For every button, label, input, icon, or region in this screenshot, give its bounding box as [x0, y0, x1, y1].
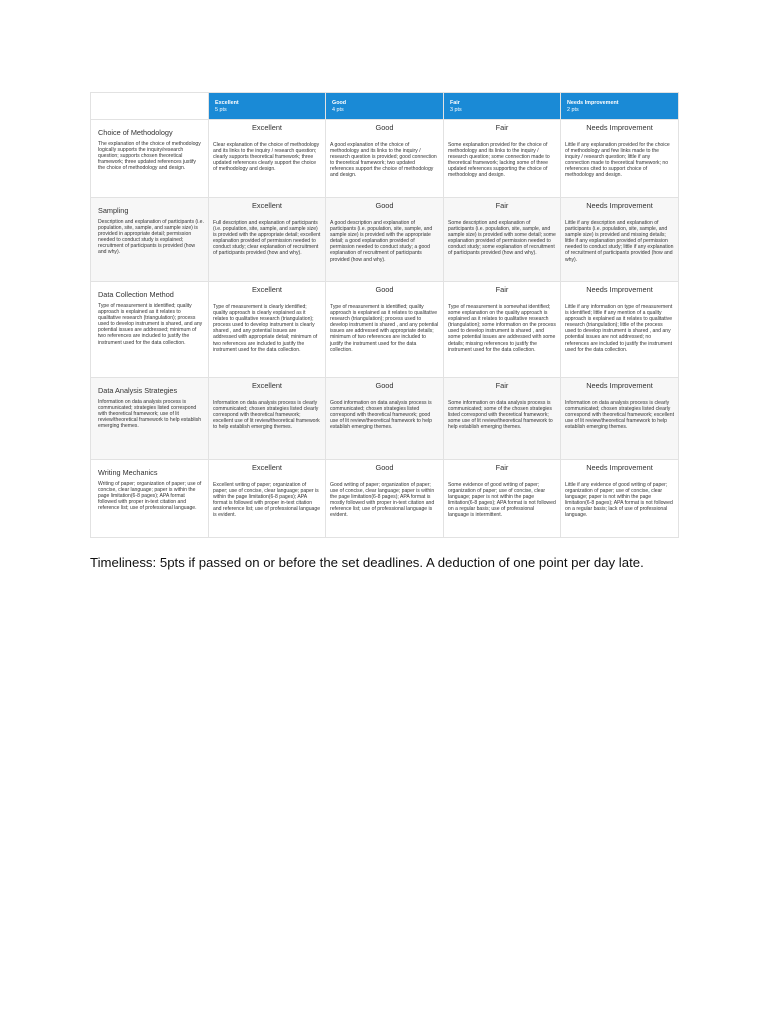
header-level-needs-improvement [561, 93, 679, 120]
criterion-row-data-analysis-strategies [91, 378, 679, 460]
header-level-excellent [209, 93, 326, 120]
criterion-description: Writing of paper; organization of paper; use of concise, clear language; paper is within the page limitation(6-8 pages); APA format followed with proper in-text citation and reference list; use of professional language. [98, 481, 202, 512]
criterion-cell [91, 460, 209, 538]
level-description: Little if any description and explanation of participants (i.e. population, site, sample, and sample size) is provided and missing details; little if any explanation provided of permission needed to conduct study; little if any explanation of recruitment of participants provided (how and why). [565, 220, 674, 263]
timeliness-note: Timeliness: 5pts if passed on or before the set deadlines. A deduction of one point per day late. [90, 555, 644, 570]
header-level-points: 2 pts [567, 106, 579, 113]
level-description: A good explanation of the choice of methodology and its links to the inquiry / research question is provided; good connection to theoretical framework; two updated references support the choice of methodology and design. [330, 142, 437, 179]
level-cell [561, 198, 679, 282]
header-level-name: Fair [450, 100, 460, 106]
level-description: Some description and explanation of participants (i.e. population, site, sample, and sample size) is provided with some detail; some explanation provided of permission needed to conduct study; some explanation of recruitment of participants provided (how and why). [448, 220, 556, 257]
criterion-title: Data Analysis Strategies [98, 386, 178, 395]
criterion-description: Type of measurement is identified; quality approach is explained as it relates to qualitative research (triangulation); process used to develop instrument is shared, and any potential issues are addressed; minimum of two references are included to justify the instrument used for the data collection. [98, 303, 203, 346]
criterion-row-sampling [91, 198, 679, 282]
level-label: Fair [495, 381, 509, 390]
level-label: Fair [495, 201, 509, 210]
criterion-cell [91, 120, 209, 198]
level-description: Little if any explanation provided for the choice of methodology and few links made to the inquiry / research question; little if any connection made to theoretical framework; no references cited to support choice of methodology and design. [565, 142, 670, 179]
level-cell [209, 120, 326, 198]
level-description: Full description and explanation of participants (i.e. population, site, sample, and sample size) is provided with the appropriate detail; excellent explanation provided of permission needed to conduct study; clear explanation of recruitment of participants provided (how and why). [213, 220, 321, 257]
level-description: Little if any evidence of good writing of paper; organization of paper; use of concise, clear language; paper is not within the page limitation(6-8 pages); APA format is not followed on a regular basis; lack of use of professional language. [565, 482, 673, 519]
level-description: Type of measurement is identified; quality approach is explained as it relates to qualitative research (triangulation); process used to develop instrument is shared , and any potential issues are addressed with appropriate details; minimum of two references are included to justify the instrument used for the data collection. [330, 304, 439, 353]
header-level-good [326, 93, 444, 120]
level-description: Little if any information on type of measurement is identified; little if any mention of a quality approach is explained as it relates to qualitative research (triangulation); little of the process used to develop instrument is shared , and any potential issues are not addressed; no references are included to justify the instrument used for the data collection. [565, 304, 673, 353]
level-description: Clear explanation of the choice of methodology and its links to the inquiry / research question; clearly supports theoretical framework; three updated references clearly support the choice of methodology and design. [213, 142, 320, 173]
level-cell [444, 460, 561, 538]
level-label: Excellent [252, 381, 282, 390]
criterion-row-writing-mechanics [91, 460, 679, 538]
level-description: Good information on data analysis process is communicated; chosen strategies listed correspond with theoretical framework; good use of lit review/theoretical framework to help establish emerging themes. [330, 400, 432, 431]
level-label: Needs Improvement [586, 123, 653, 132]
criterion-description: The explanation of the choice of methodology logically supports the inquiry/research question; supports chosen theoretical framework; three updated references justify the choice of methodology and design. [98, 141, 201, 172]
criterion-description: Information on data analysis process is communicated; strategies listed correspond with theoretical framework; use of lit review/theoretical framework to help establish emerging themes. [98, 399, 202, 430]
level-cell [326, 460, 444, 538]
criterion-cell [91, 378, 209, 460]
criterion-title: Data Collection Method [98, 290, 174, 299]
level-description: Some information on data analysis process is communicated; some of the chosen strategies listed correspond with theoretical framework; some use of lit review/theoretical framework to help establish emerging themes. [448, 400, 553, 431]
level-label: Excellent [252, 285, 282, 294]
level-cell [561, 282, 679, 378]
level-description: Type of measurement is somewhat identified; some explanation on the quality approach is explained as it relates to qualitative research (triangulation); some information on the process used to develop instrument is shared , and some potential issues are addressed with some details; missing references to justify the instrument used for the data collection. [448, 304, 556, 353]
level-description: Excellent writing of paper; organization of paper; use of concise, clear language; paper is within the page limitation(6-8 pages); APA format is followed with proper in-text citation and reference list; use of professional language is evident. [213, 482, 321, 519]
header-level-name: Good [332, 100, 347, 106]
criterion-title: Writing Mechanics [98, 468, 158, 477]
header-level-name: Excellent [215, 100, 239, 106]
level-cell [209, 460, 326, 538]
level-cell [561, 120, 679, 198]
level-label: Good [375, 201, 394, 210]
level-label: Good [375, 381, 394, 390]
rubric-header-row [91, 93, 679, 120]
criterion-cell [91, 198, 209, 282]
level-cell [326, 198, 444, 282]
level-description: Information on data analysis process is clearly communicated; chosen strategies listed clearly correspond with theoretical framework; excellent use of lit review/theoretical framework to help establish emerging themes. [213, 400, 320, 431]
level-label: Good [375, 123, 394, 132]
level-label: Needs Improvement [586, 463, 653, 472]
header-corner-cell [91, 93, 209, 120]
level-label: Fair [495, 285, 509, 294]
level-cell [326, 120, 444, 198]
rubric-table [90, 92, 679, 538]
level-description: Good writing of paper; organization of paper; use of concise, clear language; paper is within the page limitation(6-8 pages); APA format is mostly followed with proper in-text citation and reference list; use of professional language is evident. [330, 482, 435, 519]
header-level-points: 4 pts [332, 106, 344, 113]
level-description: Information on data analysis process is clearly communicated; chosen strategies listed clearly correspond with theoretical framework; excellent use of lit review/theoretical framework to help establish emerging themes. [565, 400, 674, 431]
level-label: Excellent [252, 463, 282, 472]
level-cell [561, 378, 679, 460]
level-label: Good [375, 463, 394, 472]
level-description: Type of measurement is clearly identified; quality approach is clearly explained as it relates to qualitative research (triangulation); process used to develop instrument is clearly shared , and any potential issues are addressed with appropriate detail; minimum of two references are included to justify the instrument used for the data collection. [213, 304, 318, 353]
level-label: Excellent [252, 123, 282, 132]
level-label: Needs Improvement [586, 381, 653, 390]
level-cell [209, 282, 326, 378]
level-cell [209, 378, 326, 460]
level-cell [326, 378, 444, 460]
level-label: Fair [495, 463, 509, 472]
criterion-description: Description and explanation of participants (i.e. population, site, sample, and sample size) is provided in appropriate detail; permission needed to conduct study is explained; recruitment of participants is provided (how and why). [98, 219, 204, 256]
level-description: A good description and explanation of participants (i.e. population, site, sample, and sample size) is provided with the appropriate detail; a good explanation provided of permission needed to conduct study; a good explanation of recruitment of participants provided (how and why). [330, 220, 433, 263]
header-level-points: 3 pts [450, 106, 462, 113]
criterion-cell [91, 282, 209, 378]
criterion-title: Choice of Methodology [98, 128, 173, 137]
level-description: Some explanation provided for the choice of methodology and its links to the inquiry / research question; some connection made to theoretical framework; lacking some of three updated references supporting the choice of methodology and design. [448, 142, 550, 179]
level-label: Fair [495, 123, 509, 132]
criterion-title: Sampling [98, 206, 129, 215]
level-cell [444, 120, 561, 198]
level-label: Good [375, 285, 394, 294]
header-level-points: 5 pts [215, 106, 227, 113]
level-label: Needs Improvement [586, 201, 653, 210]
criterion-row-data-collection-method [91, 282, 679, 378]
level-description: Some evidence of good writing of paper; organization of paper; use of concise, clear language; paper is not within the page limitation(6-8 pages); APA format is not followed on a regular basis; use of professional language is intermittent. [448, 482, 556, 519]
level-label: Needs Improvement [586, 285, 653, 294]
criterion-row-choice-of-methodology [91, 120, 679, 198]
level-cell [444, 378, 561, 460]
level-cell [561, 460, 679, 538]
header-level-name: Needs Improvement [567, 100, 619, 106]
header-level-fair [444, 93, 561, 120]
level-cell [444, 198, 561, 282]
level-label: Excellent [252, 201, 282, 210]
level-cell [444, 282, 561, 378]
level-cell [209, 198, 326, 282]
level-cell [326, 282, 444, 378]
